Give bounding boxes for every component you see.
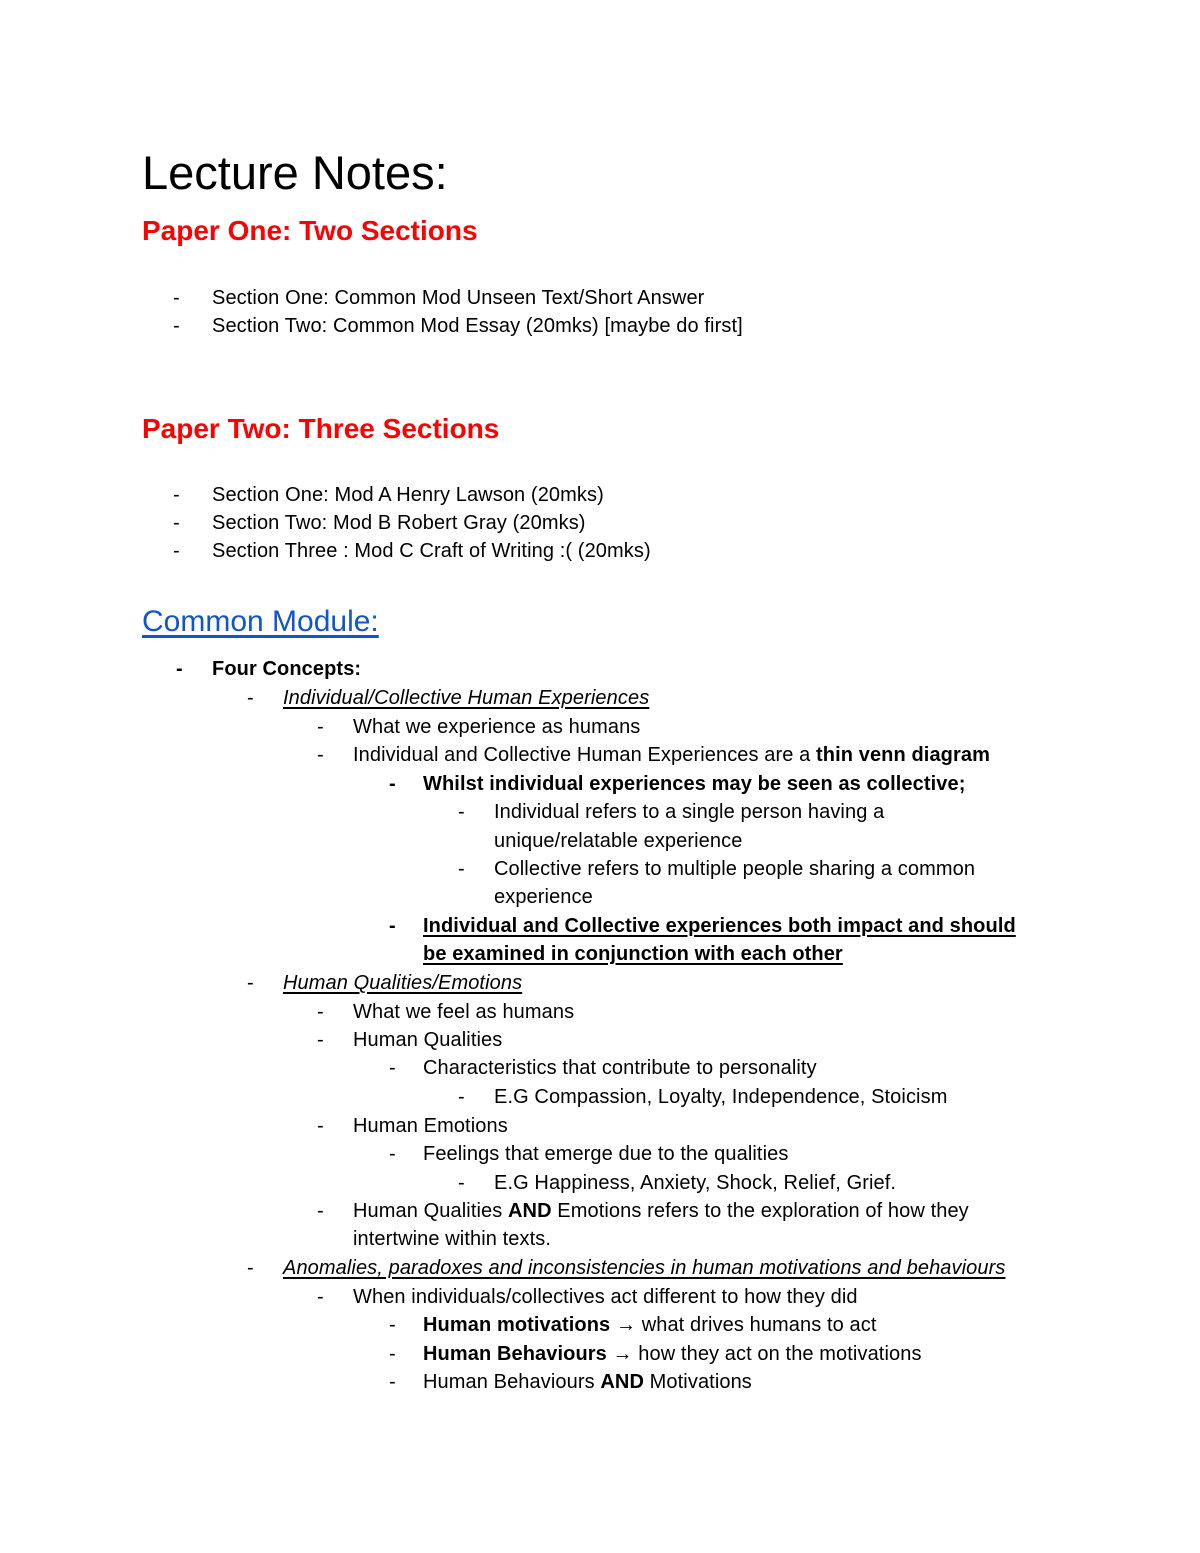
concept-2-line-6: Feelings that emerge due to the qualities [423, 1143, 789, 1165]
paper-two-item-2: Section Two: Mod B Robert Gray (20mks) [212, 512, 586, 534]
concept-3-line-3 [423, 1340, 922, 1368]
concept-3-line-3-text: → how they act on the motivations [606, 1343, 922, 1365]
bullet-dash: - [173, 540, 180, 562]
bullet-dash: - [317, 1200, 324, 1222]
concept-1-line-1: What we experience as humans [353, 716, 641, 738]
bullet-dash: - [389, 915, 396, 937]
bullet-dash: - [317, 1115, 324, 1137]
paper-two-item-3: Section Three : Mod C Craft of Writing :( (20mks) [212, 540, 651, 562]
paper-one-heading: Paper One: Two Sections [142, 215, 478, 246]
bullet-dash: - [176, 658, 183, 680]
paper-two-item-1: Section One: Mod A Henry Lawson (20mks) [212, 484, 604, 506]
bullet-dash: - [317, 1001, 324, 1023]
concept-1-line-4b: unique/relatable experience [494, 830, 743, 852]
bullet-dash: - [173, 484, 180, 506]
concept-3-line-2-bold: Human motivations [423, 1314, 611, 1336]
bullet-dash: - [247, 972, 254, 994]
paper-two-heading: Paper Two: Three Sections [142, 413, 500, 444]
concept-1-line-4a: Individual refers to a single person having a [494, 801, 885, 823]
concept-2-line-2: Human Qualities [353, 1029, 503, 1051]
concept-2-line-8-text: Human Qualities [353, 1200, 508, 1222]
concept-2-line-1: What we feel as humans [353, 1001, 575, 1023]
concept-2-line-8d: intertwine within texts. [353, 1228, 552, 1250]
concept-2-line-4: E.G Compassion, Loyalty, Independence, Stoicism [494, 1086, 948, 1108]
concept-2-line-7: E.G Happiness, Anxiety, Shock, Relief, Grief. [494, 1172, 897, 1194]
bullet-dash: - [247, 1257, 254, 1279]
bullet-dash: - [247, 687, 254, 709]
bullet-dash: - [389, 1371, 396, 1393]
concept-1-line-2-text: Individual and Collective Human Experiences are a [353, 744, 817, 766]
concept-1-line-2-bold: thin venn diagram [816, 744, 990, 766]
paper-one-item-1: Section One: Common Mod Unseen Text/Short Answer [212, 287, 705, 309]
concept-2-line-5: Human Emotions [353, 1115, 508, 1137]
concept-2-line-8-bold: AND [508, 1200, 552, 1222]
bullet-dash: - [173, 287, 180, 309]
bullet-dash: - [389, 1314, 396, 1336]
concept-3-title: Anomalies, paradoxes and inconsistencies in human motivations and behaviours [283, 1257, 1006, 1279]
concept-3-line-4-rest: Motivations [644, 1371, 752, 1393]
concept-3-line-2 [423, 1311, 877, 1339]
bullet-dash: - [317, 1029, 324, 1051]
concept-1-line-5a: Collective refers to multiple people sharing a common [494, 858, 976, 880]
bullet-dash: - [458, 801, 465, 823]
concept-1-line-6a: Individual and Collective experiences both impact and should [423, 915, 1016, 937]
bullet-dash: - [173, 512, 180, 534]
concept-3-line-4-text: Human Behaviours [423, 1371, 601, 1393]
concept-2-title: Human Qualities/Emotions [283, 972, 523, 994]
concept-1-line-5b: experience [494, 886, 593, 908]
bullet-dash: - [458, 1172, 465, 1194]
bullet-dash: - [458, 858, 465, 880]
concept-3-line-4-bold: AND [600, 1371, 644, 1393]
bullet-dash: - [317, 1286, 324, 1308]
concept-1-line-6b: be examined in conjunction with each other [423, 943, 843, 965]
concept-3-line-3-bold: Human Behaviours [423, 1343, 607, 1365]
concept-3-line-1: When individuals/collectives act different to how they did [353, 1286, 858, 1308]
concept-1-line-2 [353, 741, 990, 769]
concept-3-line-4 [423, 1368, 752, 1396]
concept-2-line-8-rest: Emotions refers to the exploration of how they [551, 1200, 969, 1222]
bullet-dash: - [389, 1143, 396, 1165]
page-title: Lecture Notes: [142, 146, 448, 199]
concept-1-title: Individual/Collective Human Experiences [283, 687, 650, 709]
paper-one-item-2: Section Two: Common Mod Essay (20mks) [maybe do first] [212, 315, 743, 337]
concept-3-line-2-text: → what drives humans to act [610, 1314, 877, 1336]
bullet-dash: - [317, 716, 324, 738]
bullet-dash: - [317, 744, 324, 766]
concept-2-line-8 [353, 1197, 969, 1225]
common-module-heading: Common Module: [142, 605, 379, 638]
bullet-dash: - [173, 315, 180, 337]
four-concepts-label: Four Concepts: [212, 658, 362, 680]
bullet-dash: - [389, 1057, 396, 1079]
bullet-dash: - [458, 1086, 465, 1108]
bullet-dash: - [389, 773, 396, 795]
concept-1-line-3: Whilst individual experiences may be seen as collective; [423, 773, 966, 795]
bullet-dash: - [389, 1343, 396, 1365]
concept-2-line-3: Characteristics that contribute to personality [423, 1057, 817, 1079]
